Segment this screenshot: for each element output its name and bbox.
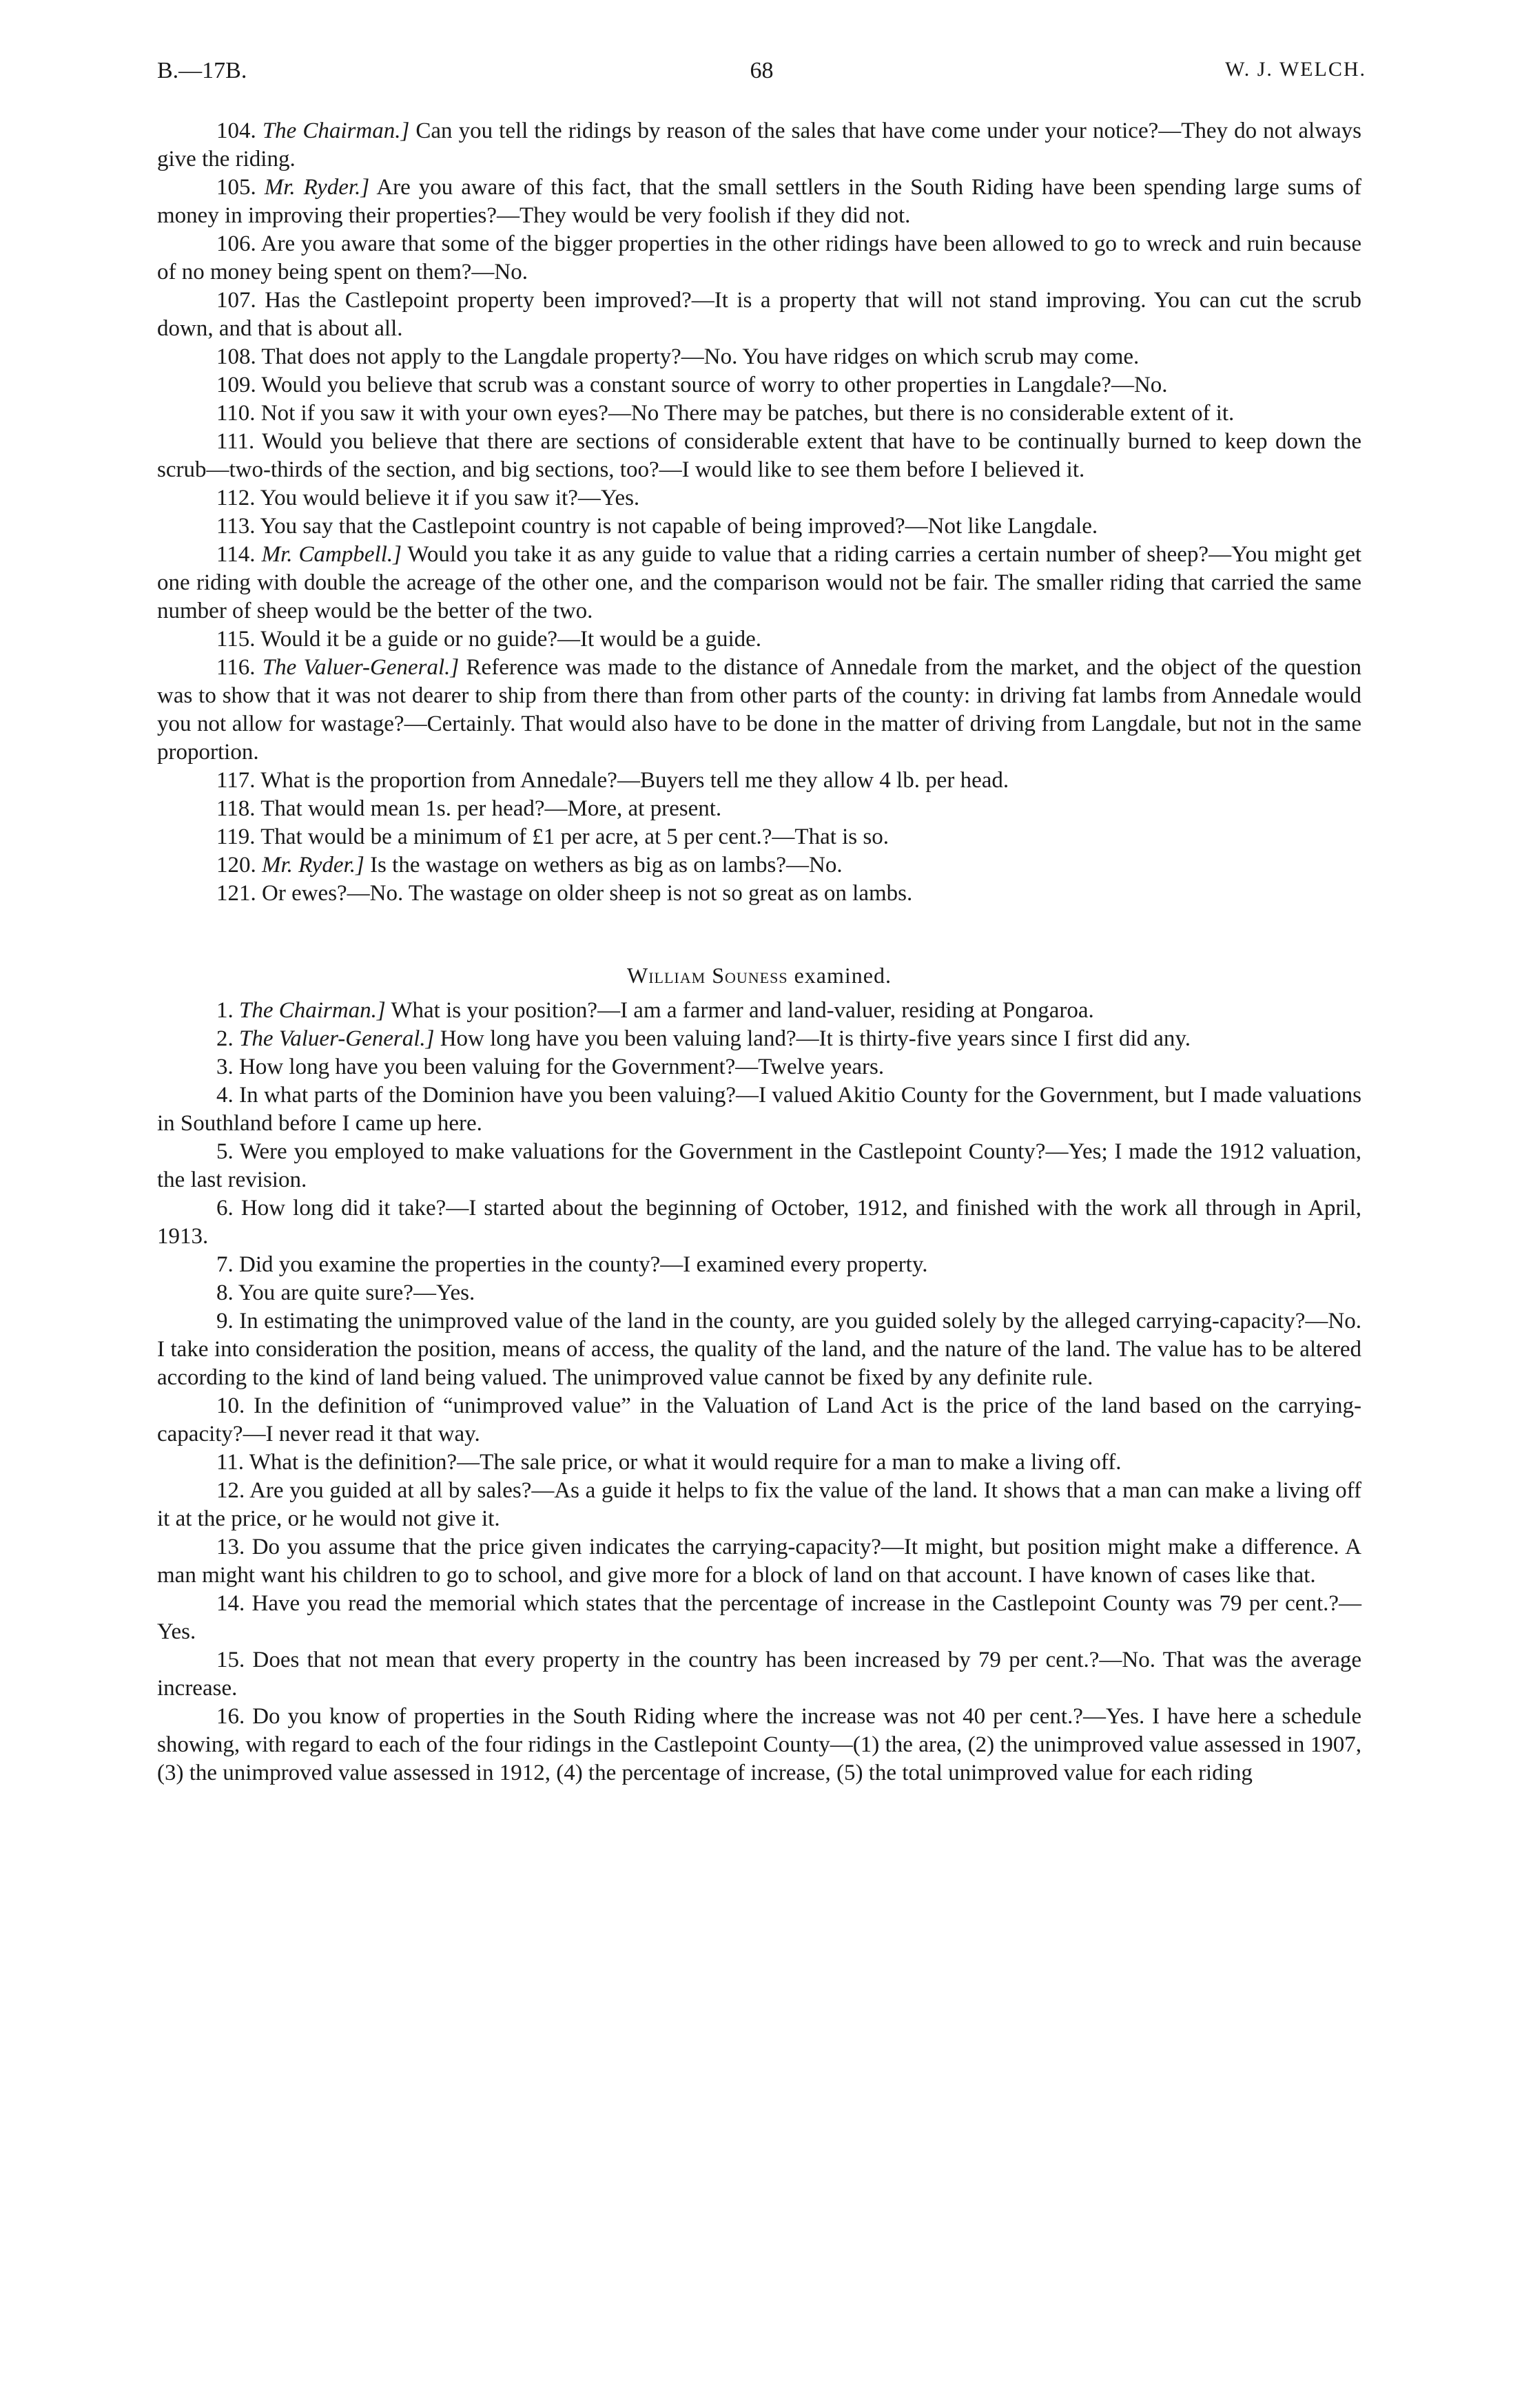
question-number: 111. [216,429,255,454]
speaker-name: The Valuer-General.] [262,655,460,680]
question-text: Would you take it as any guide to value that a riding carries a certain number of sheep?—You might get one riding with double the acreage of the other one, and the comparison would not be fair. The smaller riding that carried the same number of sheep would be the better of the two. [157,542,1362,623]
question-number: 112. [216,486,256,510]
question-paragraph [157,823,1361,851]
question-paragraph [157,1533,1361,1590]
question-text: Is the wastage on wethers as big as on lambs?—No. [364,853,843,878]
question-paragraph [157,1081,1361,1138]
question-paragraph [157,1392,1361,1449]
question-number: 105. [216,175,256,200]
question-paragraph [157,371,1361,399]
question-paragraph [157,1590,1361,1646]
question-paragraph [157,1194,1361,1251]
question-number: 14. [216,1591,245,1616]
question-paragraph [157,428,1361,484]
header-witness-name: W. J. WELCH. [1225,58,1366,81]
speaker-name: The Chairman.] [262,118,410,143]
document-body [157,117,1361,1787]
header-paper-reference: B.—17B. [157,58,247,83]
question-paragraph [157,851,1361,880]
question-paragraph [157,1477,1361,1533]
question-text: In estimating the unimproved value of the land in the county, are you guided solely by the alleged carrying-capacity?—No. I take into consideration the position, means of access, the quality of the land, and the nature of the land. The value has to be altered according to the kind of land being valued. The unimproved value cannot be fixed by any definite rule. [157,1309,1361,1390]
question-number: 114. [216,542,256,567]
question-paragraph [157,625,1361,654]
question-text: That would be a minimum of £1 per acre, at 5 per cent.?—That is so. [260,824,889,849]
question-number: 108. [216,344,256,369]
question-text: Would it be a guide or no guide?—It would be a guide. [260,627,762,652]
question-number: 4. [216,1083,234,1108]
question-text: Are you guided at all by sales?—As a guide it helps to fix the value of the land. It shows that a man can make a living off it at the price, or he would not give it. [157,1478,1361,1531]
question-text: You say that the Castlepoint country is not capable of being improved?—Not like Langdale. [260,514,1098,539]
testimony-welch [157,117,1361,908]
question-text: In what parts of the Dominion have you been valuing?—I valued Akitio County for the Government, but I made valuations in Southland before I came up here. [157,1083,1361,1136]
question-text: What is the definition?—The sale price, or what it would require for a man to make a living off. [249,1450,1122,1475]
question-text: Has the Castlepoint property been improved?—It is a property that will not stand improving. You can cut the scrub down, and that is about all. [157,288,1361,341]
question-text: Do you know of properties in the South Riding where the increase was not 40 per cent.?—Yes. I have here a schedule showing, with regard to each of the four ridings in the Castlepoint County—(1) the area, (2) the unimproved value assessed in 1907, (3) the unimproved value assessed in 1912, (4) the percentage of increase, (5) the total unimproved value for each riding [157,1704,1361,1785]
question-paragraph [157,512,1361,541]
question-paragraph [157,1138,1361,1194]
question-text: Not if you saw it with your own eyes?—No There may be patches, but there is no considerable extent of it. [260,401,1235,426]
section-title-suffix: examined. [788,963,892,988]
question-text: Reference was made to the distance of Annedale from the market, and the object of the question was to show that it was not dearer to ship from there than from other parts of the county: in driving fat lambs from Annedale would you not allow for wastage?—Certainly. That would also have to be done in the matter of driving from Langdale, but not in the same proportion. [157,655,1362,765]
question-text: Would you believe that there are sections of considerable extent that have to be continually burned to keep down the scrub—two-thirds of the section, and big sections, too?—I would like to see them before I believed it. [157,429,1361,482]
question-paragraph [157,174,1361,230]
question-number: 109. [216,373,256,397]
question-paragraph [157,230,1361,287]
question-number: 119. [216,824,256,849]
question-number: 13. [216,1535,245,1559]
question-number: 10. [216,1393,245,1418]
question-text: That does not apply to the Langdale property?—No. You have ridges on which scrub may come. [261,344,1140,369]
question-paragraph [157,1307,1361,1392]
speaker-name: The Valuer-General.] [239,1026,435,1051]
question-paragraph [157,1251,1361,1279]
question-number: 107. [216,288,256,313]
question-text: Or ewes?—No. The wastage on older sheep is not so great as on lambs. [262,881,913,906]
question-number: 2. [216,1026,234,1051]
question-paragraph [157,654,1361,767]
question-text: You are quite sure?—Yes. [238,1280,475,1305]
question-number: 116. [216,655,256,680]
question-number: 120. [216,853,256,878]
question-number: 6. [216,1196,234,1221]
question-number: 1. [216,998,234,1023]
question-paragraph [157,343,1361,371]
question-number: 117. [216,768,256,793]
question-paragraph [157,1279,1361,1307]
question-number: 118. [216,796,256,821]
question-number: 16. [216,1704,245,1729]
question-text: How long have you been valuing land?—It is thirty-five years since I first did any. [434,1026,1191,1051]
question-number: 15. [216,1648,245,1672]
question-paragraph [157,1703,1361,1787]
question-paragraph [157,484,1361,512]
question-text: What is the proportion from Annedale?—Buyers tell me they allow 4 lb. per head. [260,768,1009,793]
question-text: How long did it take?—I started about the beginning of October, 1912, and finished with the work all through in April, 1913. [157,1196,1361,1249]
question-text: That would mean 1s. per head?—More, at present. [260,796,722,821]
witness-name: William Souness [627,963,788,988]
question-text: Are you aware that some of the bigger properties in the other ridings have been allowed to go to wreck and ruin because of no money being spent on them?—No. [157,231,1361,284]
question-text: Were you employed to make valuations for the Government in the Castlepoint County?—Yes; I made the 1912 valuation, the last revision. [157,1139,1362,1192]
question-number: 3. [216,1055,234,1079]
question-text: In the definition of “unimproved value” in the Valuation of Land Act is the price of the land based on the carrying-capacity?—I never read it that way. [157,1393,1361,1446]
question-number: 104. [216,118,256,143]
question-text: Are you aware of this fact, that the small settlers in the South Riding have been spending large sums of money in improving their properties?—They would be very foolish if they did not. [157,175,1362,228]
question-number: 8. [216,1280,234,1305]
question-text: Do you assume that the price given indicates the carrying-capacity?—It might, but position might make a difference. A man might want his children to go to school, and give more for a block of land on that account. I have known of cases like that. [157,1535,1361,1588]
question-paragraph [157,767,1361,795]
question-number: 115. [216,627,256,652]
question-paragraph [157,1449,1361,1477]
question-text: You would believe it if you saw it?—Yes. [260,486,640,510]
question-number: 11. [216,1450,245,1475]
question-paragraph [157,1025,1361,1053]
question-text: What is your position?—I am a farmer and land-valuer, residing at Pongaroa. [385,998,1094,1023]
question-paragraph [157,997,1361,1025]
question-paragraph [157,287,1361,343]
question-paragraph [157,880,1361,908]
question-paragraph [157,1646,1361,1703]
section-title [157,962,1361,990]
question-paragraph [157,795,1361,823]
question-text: Did you examine the properties in the county?—I examined every property. [239,1252,928,1277]
speaker-name: Mr. Campbell.] [261,542,402,567]
speaker-name: The Chairman.] [239,998,386,1023]
question-number: 106. [216,231,256,256]
question-number: 121. [216,881,256,906]
question-text: Can you tell the ridings by reason of the sales that have come under your notice?—They do not always give the riding. [157,118,1362,172]
question-paragraph [157,541,1361,625]
question-number: 110. [216,401,256,426]
question-number: 12. [216,1478,245,1503]
speaker-name: Mr. Ryder.] [264,175,370,200]
question-text: Have you read the memorial which states that the percentage of increase in the Castlepoint County was 79 per cent.?—Yes. [157,1591,1362,1644]
speaker-name: Mr. Ryder.] [262,853,364,878]
page-header [157,58,1366,92]
question-text: Does that not mean that every property in the country has been increased by 79 per cent.?—No. That was the average increase. [157,1648,1361,1701]
question-number: 7. [216,1252,234,1277]
testimony-souness [157,997,1361,1787]
question-number: 9. [216,1309,234,1333]
question-text: Would you believe that scrub was a constant source of worry to other properties in Langdale?—No. [261,373,1168,397]
question-paragraph [157,399,1361,428]
question-paragraph [157,1053,1361,1081]
question-number: 113. [216,514,256,539]
question-number: 5. [216,1139,234,1164]
question-paragraph [157,117,1361,174]
header-page-number: 68 [750,58,774,83]
question-text: How long have you been valuing for the Government?—Twelve years. [239,1055,885,1079]
